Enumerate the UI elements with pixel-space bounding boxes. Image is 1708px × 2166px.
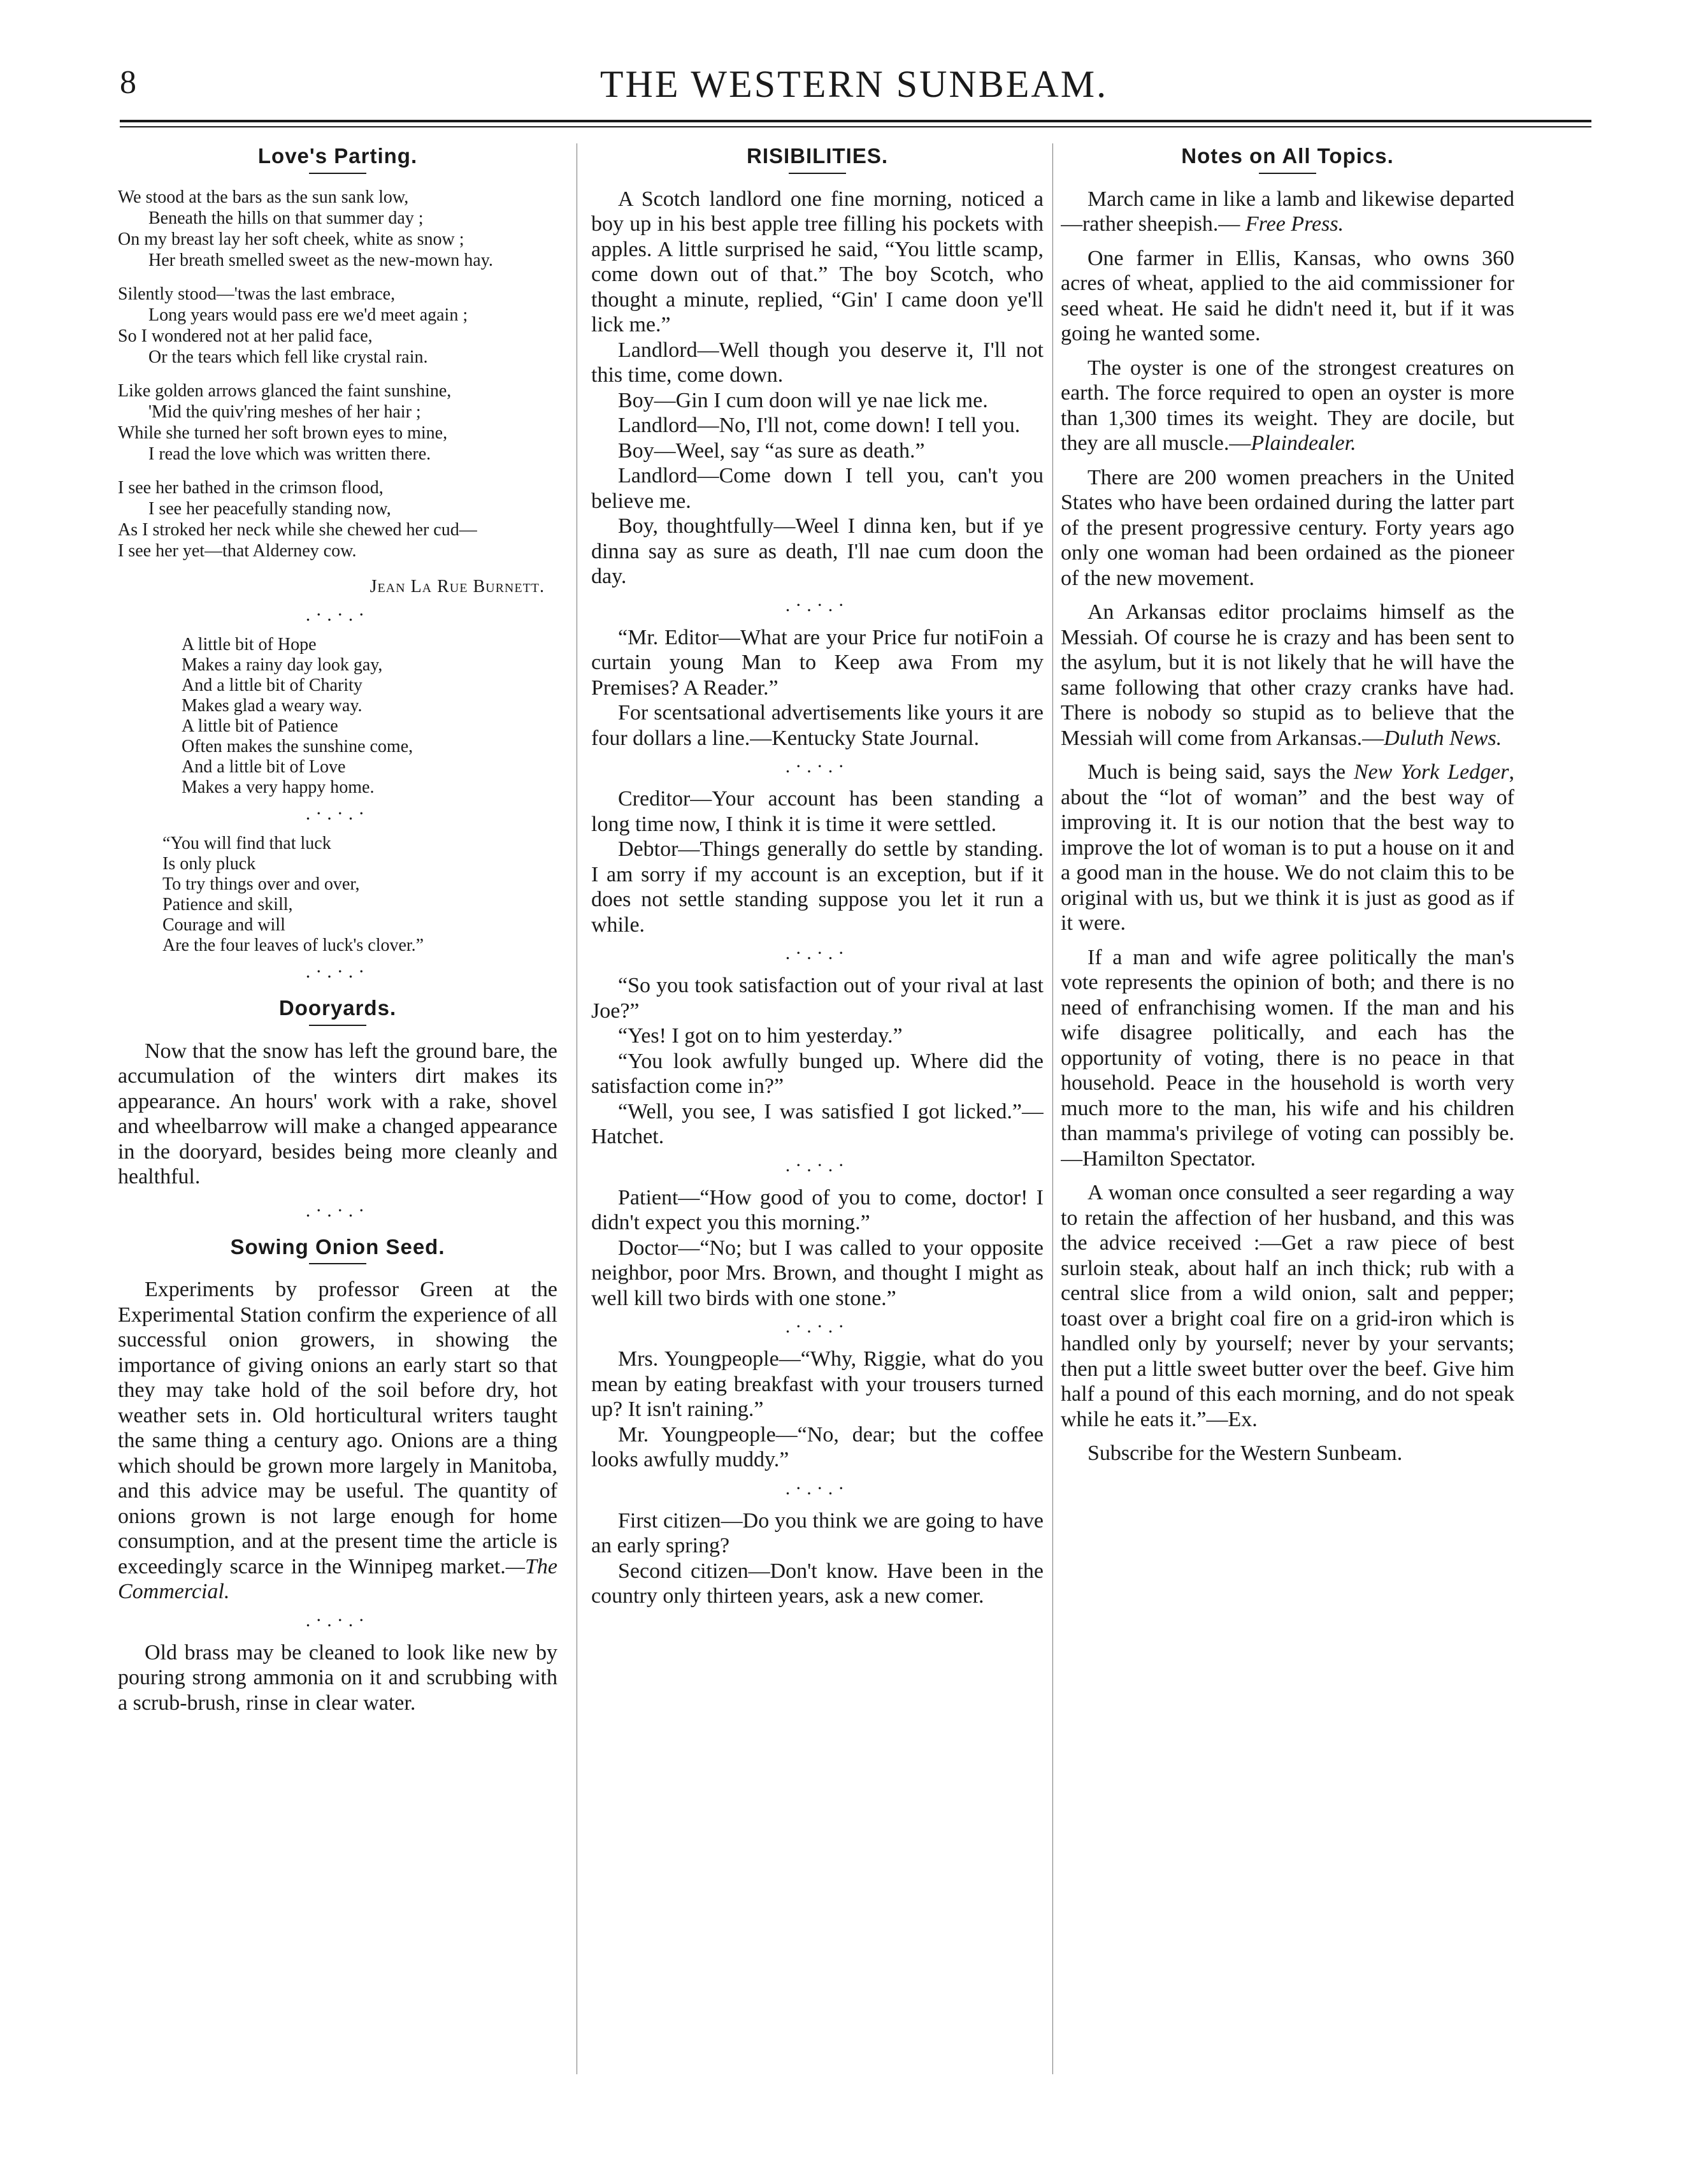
- onion-title: Sowing Onion Seed.: [230, 1234, 445, 1259]
- subscribe-notice: Subscribe for the Western Sunbeam.: [1087, 1441, 1403, 1465]
- verse-line: We stood at the bars as the sun sank low,: [118, 187, 409, 207]
- joke-line: Landlord—Well though you deserve it, I'll not this time, come down.: [591, 338, 1044, 387]
- column-divider: [1052, 143, 1053, 2074]
- joke-creditor: [591, 786, 1044, 937]
- note-source: Free Press.: [1245, 212, 1344, 236]
- joke-scotch-landlord: [591, 187, 1044, 589]
- page-number: 8: [120, 64, 136, 101]
- onion-source: —The Commercial.: [118, 1554, 557, 1603]
- joke-line: Landlord—No, I'll not, come down! I tell you.: [618, 414, 1021, 437]
- column-middle: [591, 143, 1044, 2093]
- joke-line: Mr. Youngpeople—“No, dear; but the coffee looks awfully muddy.”: [591, 1422, 1044, 1471]
- separator-dots: .·.·.·: [785, 1154, 850, 1176]
- joke-line: A Scotch landlord one fine morning, noticed a boy up in his best apple tree filling his pockets with apples. A little surprised he said, “You little scamp, come down out of that.” The boy Scotch, who thought a minute, replied, “Gin' I came doon ye'll lick me.”: [591, 187, 1044, 336]
- poem-stanza: [118, 284, 557, 368]
- joke-line: “Yes! I got on to him yesterday.”: [618, 1024, 903, 1048]
- joke-citizens: [591, 1508, 1044, 1609]
- separator-dots: .·.·.·: [785, 1477, 850, 1499]
- verse-line: And a little bit of Love: [182, 757, 346, 777]
- verse-line: While she turned her soft brown eyes to mine,: [118, 422, 448, 443]
- brass-text: Old brass may be cleaned to look like new by pouring strong ammonia on it and scrubbing with a scrub-brush, rinse in clear water.: [118, 1640, 557, 1715]
- note-source: Duluth News.: [1384, 726, 1502, 750]
- joke-line: Debtor—Things generally do settle by standing. I am sorry if my account is an exception, but if it does not settle standing suppose you let it run a while.: [591, 837, 1044, 937]
- separator-dots: .·.·.·: [305, 961, 370, 982]
- notes-title: Notes on All Topics.: [1181, 144, 1394, 168]
- verse-line: Long years would pass ere we'd meet again ;: [148, 305, 468, 325]
- verse-line: A little bit of Hope: [182, 635, 317, 654]
- verse-line: Silently stood—'twas the last embrace,: [118, 284, 396, 304]
- verse-line: “You will find that luck: [162, 834, 331, 853]
- joke-line: “Mr. Editor—What are your Price fur notiFoin a curtain young Man to Keep awa From my Premises? A Reader.”: [591, 625, 1044, 700]
- note-march: March came in like a lamb and likewise departed—rather sheepish.— Free Press.: [1061, 187, 1514, 236]
- verse-line: Her breath smelled sweet as the new-mown hay.: [148, 250, 493, 270]
- note-farmer: One farmer in Ellis, Kansas, who owns 360 acres of wheat, applied to the aid commissioner for seed wheat. He said he didn't need it, but if it was going he wanted some.: [1061, 246, 1514, 345]
- joke-line: Second citizen—Don't know. Have been in the country only thirteen years, ask a new comer.: [591, 1559, 1044, 1608]
- note-seer: A woman once consulted a seer regarding a way to retain the affection of her husband, and this was the advice received :—Get a raw piece of best surloin steak, about half an inch thick; rub with a central slice from a wild onion, salt and pepper; toast over a bright coal fire on a grid-iron which is handled only by yourself; never by your servants; then put a little sweet butter over the beef. Give him half a pound of this each morning, and do not speak while he eats it.”—Ex.: [1061, 1181, 1514, 1431]
- note-publication: New York Ledger: [1353, 760, 1509, 784]
- verse-line: Are the four leaves of luck's clover.”: [162, 935, 424, 955]
- note-oyster: The oyster is one of the strongest creatures on earth. The force required to open an oyster is more than 1,300 times its weight. They are docile, but they are all muscle.—Plaindealer.: [1061, 356, 1514, 455]
- joke-doctor: [591, 1185, 1044, 1311]
- column-left: [118, 143, 557, 2093]
- verse-line: A little bit of Patience: [182, 716, 338, 736]
- verse-line: 'Mid the quiv'ring meshes of her hair ;: [148, 401, 421, 422]
- verse-luck: [162, 834, 557, 956]
- note-source: Plaindealer.: [1251, 431, 1356, 455]
- joke-line: Boy, thoughtfully—Weel I dinna ken, but if ye dinna say as sure as death, I'll nae cum doon the day.: [591, 514, 1044, 588]
- dooryards-text: Now that the snow has left the ground bare, the accumulation of the winters dirt makes its appearance. An hours' work with a rake, shovel and wheelbarrow will make a changed appearance in the dooryard, besides being more cleanly and healthful.: [118, 1039, 557, 1188]
- joke-line: For scentsational advertisements like yours it are four dollars a line.—Kentucky State Journal.: [591, 701, 1044, 750]
- joke-line: “You look awfully bunged up. Where did the satisfaction come in?”: [591, 1049, 1044, 1098]
- poem-author: Jean La Rue Burnett.: [370, 576, 545, 596]
- verse-line: Makes a very happy home.: [182, 777, 375, 797]
- verse-line: Patience and skill,: [162, 895, 293, 914]
- verse-line: On my breast lay her soft cheek, white as snow ;: [118, 229, 464, 249]
- joke-line: “Well, you see, I was satisfied I got licked.”—Hatchet.: [591, 1099, 1044, 1148]
- poem-title: Love's Parting.: [257, 144, 418, 168]
- verse-line: Often makes the sunshine come,: [182, 737, 413, 756]
- joke-line: Boy—Gin I cum doon will ye nae lick me.: [618, 388, 988, 412]
- masthead: THE WESTERN SUNBEAM.: [599, 63, 1109, 105]
- poem-stanza: [118, 477, 557, 561]
- verse-line: Makes glad a weary way.: [182, 696, 362, 716]
- note-women-preachers: There are 200 women preachers in the United States who have been ordained during the latter part of the present progressive century. Forty years ago only one woman had been ordained as the pioneer of the new movement.: [1061, 465, 1514, 590]
- joke-line: “So you took satisfaction out of your rival at last Joe?”: [591, 974, 1044, 1023]
- joke-line: Doctor—“No; but I was called to your opposite neighbor, poor Mrs. Brown, and thought I might as well kill two birds with one stone.”: [591, 1236, 1044, 1310]
- separator-dots: .·.·.·: [785, 594, 850, 616]
- separator-dots: .·.·.·: [305, 1199, 370, 1221]
- joke-line: Mrs. Youngpeople—“Why, Riggie, what do you mean by eating breakfast with your trousers turned up? It isn't raining.”: [591, 1347, 1044, 1421]
- verse-line: Is only pluck: [162, 854, 256, 874]
- joke-line: Creditor—Your account has been standing a long time now, I think it is time it were settled.: [591, 787, 1044, 836]
- dooryards-title: Dooryards.: [278, 996, 397, 1020]
- heading-rule: [309, 1025, 366, 1026]
- note-ledger: Much is being said, says the New York Ledger, about the “lot of woman” and the best way of improving it. It is our notion that the best way to improve the lot of woman is to put a house on it and a good man in the house. We do not claim this to be original with us, but we think it is just as good as if it were.: [1061, 760, 1514, 935]
- joke-line: Patient—“How good of you to come, doctor! I didn't expect you this morning.”: [591, 1185, 1044, 1234]
- risibilities-title: RISIBILITIES.: [746, 144, 889, 168]
- verse-line: And a little bit of Charity: [182, 675, 362, 695]
- joke-line: Landlord—Come down I tell you, can't you believe me.: [591, 464, 1044, 513]
- verse-line: I see her yet—that Alderney cow.: [118, 540, 357, 561]
- separator-dots: .·.·.·: [305, 803, 370, 824]
- joke-line: Boy—Weel, say “as sure as death.”: [618, 438, 925, 463]
- verse-line: Beneath the hills on that summer day ;: [148, 208, 424, 228]
- verse-line: To try things over and over,: [162, 874, 360, 894]
- heading-rule: [309, 1263, 366, 1264]
- separator-dots: .·.·.·: [785, 942, 850, 964]
- verse-line: Makes a rainy day look gay,: [182, 655, 383, 675]
- verse-line: So I wondered not at her palid face,: [118, 326, 373, 346]
- verse-line: Or the tears which fell like crystal rain.: [148, 347, 428, 367]
- joke-joe: [591, 973, 1044, 1150]
- heading-rule: [789, 173, 846, 174]
- poem-stanza: [118, 187, 557, 271]
- joke-line: First citizen—Do you think we are going to have an early spring?: [591, 1508, 1044, 1557]
- poem-loves-parting: [118, 187, 557, 561]
- verse-line: Courage and will: [162, 915, 285, 935]
- separator-dots: .·.·.·: [785, 1316, 850, 1337]
- joke-editor: [591, 625, 1044, 751]
- masthead-rule: [120, 120, 1591, 122]
- separator-dots: .·.·.·: [305, 1609, 370, 1631]
- verse-line: I read the love which was written there.: [148, 444, 431, 464]
- masthead-rule-thin: [120, 126, 1591, 127]
- verse-line: I see her bathed in the crimson flood,: [118, 477, 384, 498]
- column-right: [1061, 143, 1514, 2093]
- onion-text: Experiments by professor Green at the Experimental Station confirm the experience of all successful onion growers, in showing the importance of giving onions an early start so that they may take hold of the soil before dry, hot weather sets in. Old horticultural writers taught the same thing a century ago. Onions are a thing which should be grown more largely in Manitoba, and this advice may be useful. The quantity of onions grown is not large enough for home consumption, and at the present time the article is exceedingly scarce in the Winnipeg market.—The Commercial.: [118, 1278, 557, 1603]
- note-politics: If a man and wife agree politically the man's vote represents the opinion of both; and there is no need of enfranchising women. If the man and his wife disagree politically, and each has the opportunity of voting, there is no peace in that household. Peace in the household is worth very much more to the man, his wife and his children than mamma's privilege of voting can possibly be.—Hamilton Spectator.: [1061, 945, 1514, 1171]
- separator-dots: .·.·.·: [305, 604, 370, 625]
- heading-rule: [309, 173, 366, 174]
- note-arkansas: An Arkansas editor proclaims himself as the Messiah. Of course he is crazy and has been sent to the asylum, but it is not likely that he will have the same following that other crazy cranks have had. There is nobody so stupid as to believe that the Messiah will come from Arkansas.—Duluth News.: [1061, 600, 1514, 750]
- verse-line: As I stroked her neck while she chewed her cud—: [118, 519, 477, 540]
- poem-stanza: [118, 380, 557, 465]
- joke-youngpeople: [591, 1347, 1044, 1473]
- separator-dots: .·.·.·: [785, 756, 850, 777]
- verse-line: Like golden arrows glanced the faint sunshine,: [118, 380, 452, 401]
- verse-line: I see her peacefully standing now,: [148, 498, 391, 519]
- verse-hope: [182, 635, 557, 798]
- heading-rule: [1259, 173, 1316, 174]
